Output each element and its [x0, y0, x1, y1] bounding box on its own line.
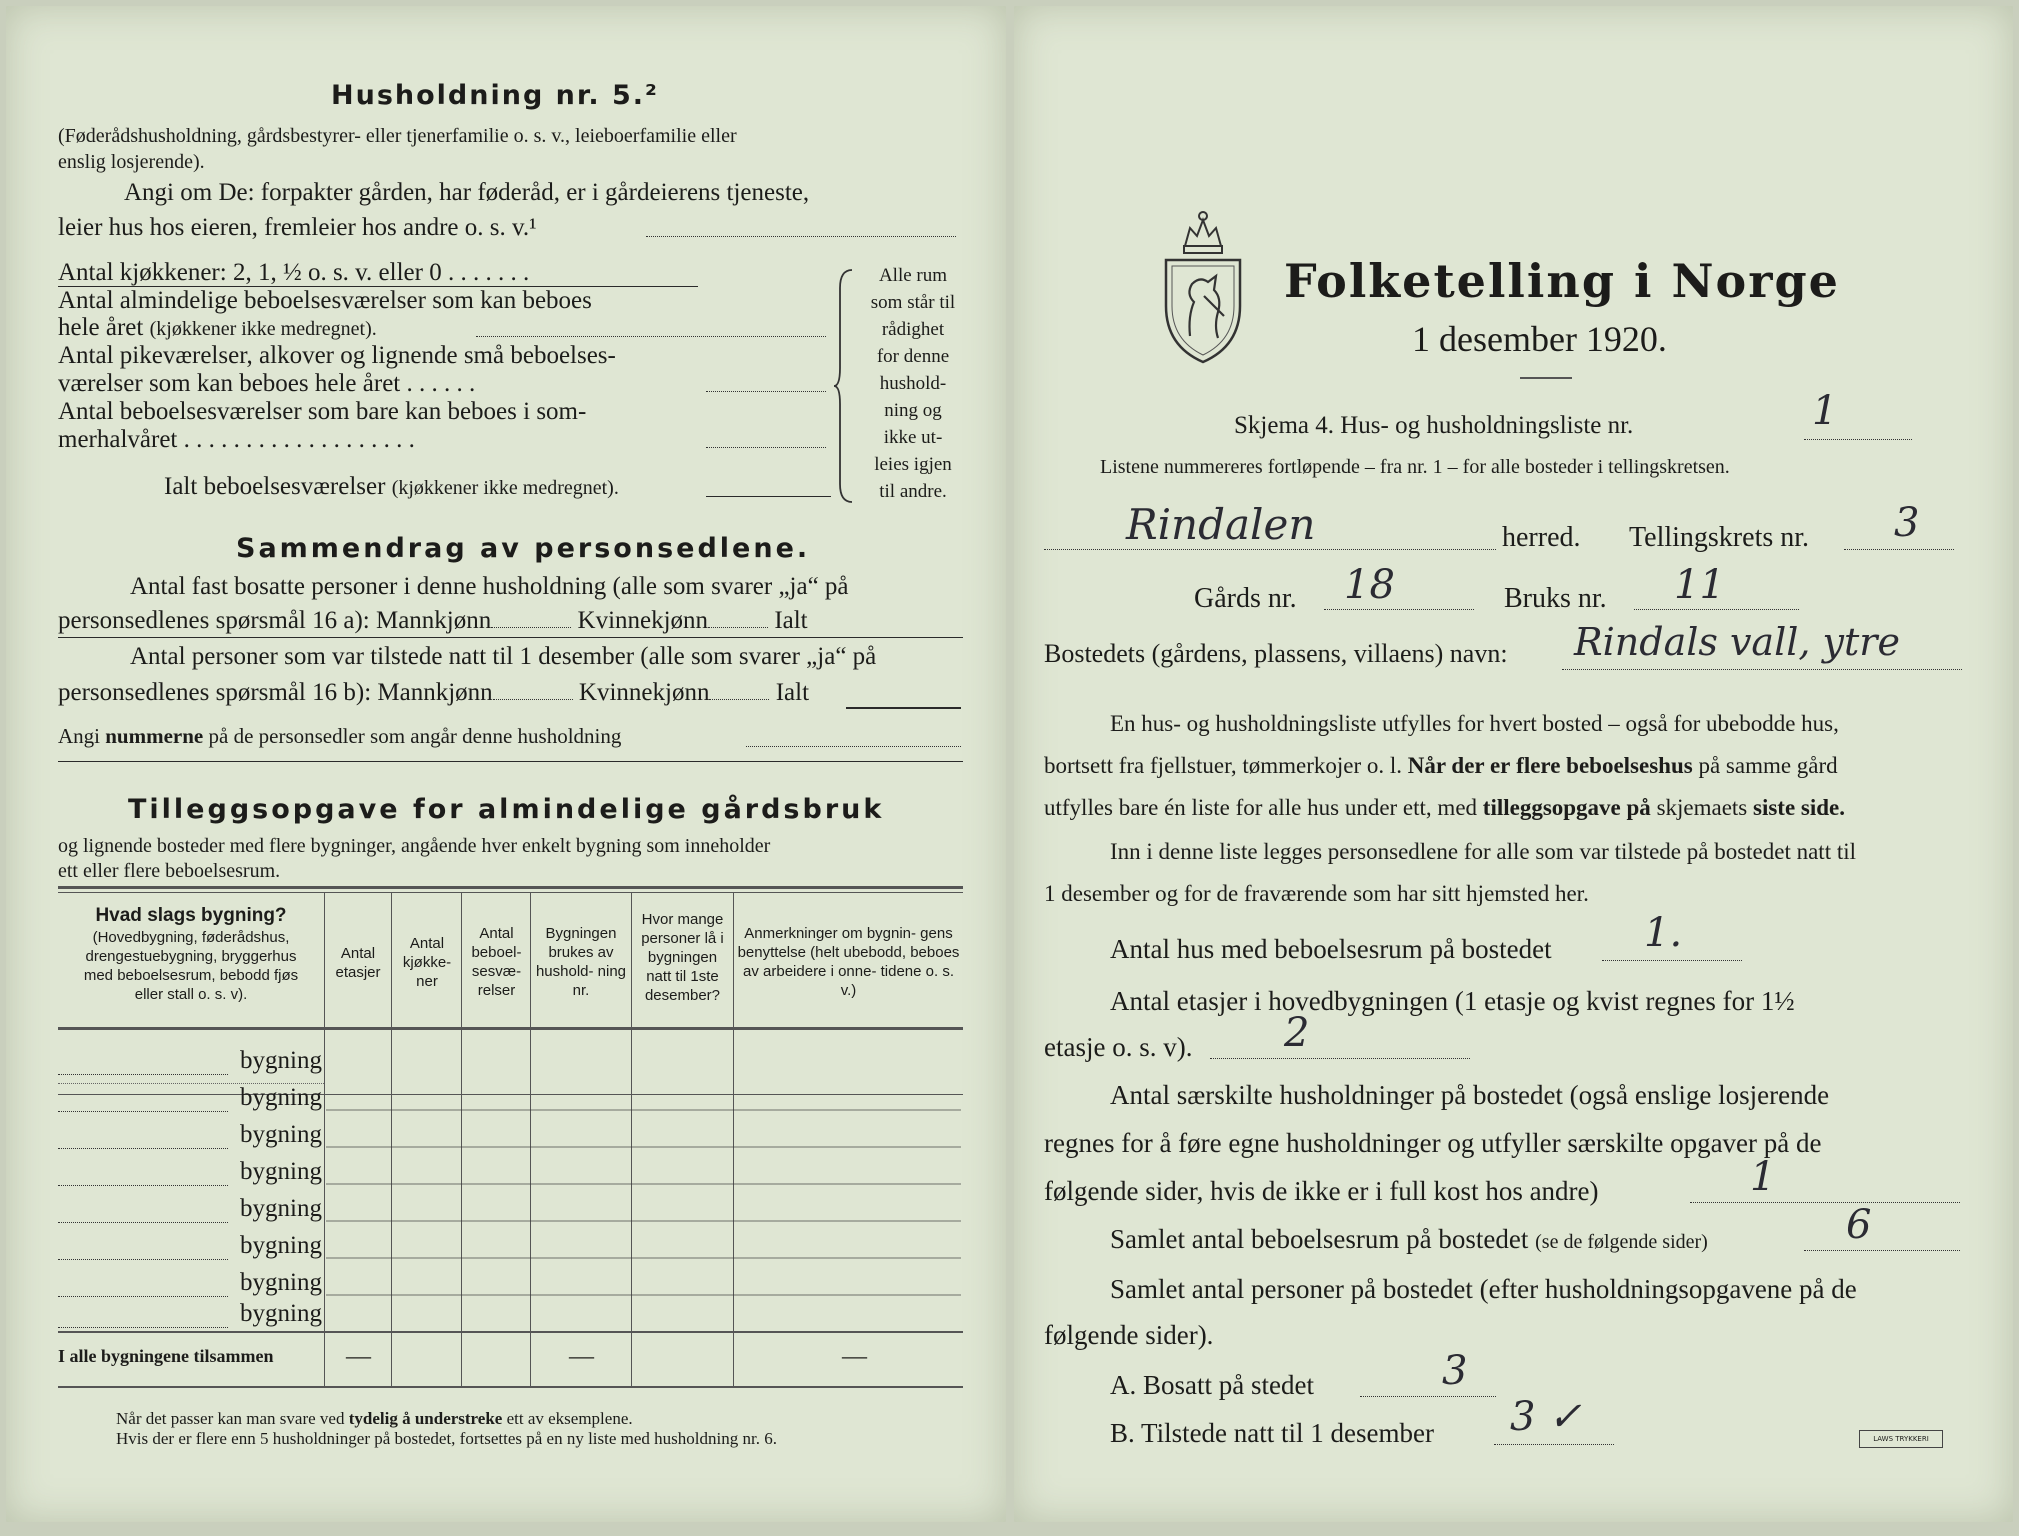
houses-answer-line	[1602, 960, 1742, 961]
question-persons: Samlet antal personer på bostedet (efter husholdningsopgavene på de	[1110, 1274, 1857, 1304]
present-answer-line	[1494, 1444, 1614, 1445]
table-row: bygning	[58, 1120, 324, 1157]
small-rooms-label-2: værelser som kan beboes hele året . . . . . .	[58, 370, 476, 397]
question-households-3: følgende sider, hvis de ikke er i full kost hos andre)	[1044, 1176, 1599, 1206]
household-title: Husholdning nr. 5.²	[331, 80, 659, 111]
herred-value: Rindalen	[1126, 500, 1316, 549]
column-header-building: Hvad slags bygning? (Hovedbygning, føderådshus, drengestuebygning, bryggerhus med beboelsesrum, bebodd fjøs eller stall o. s. v).	[83, 905, 299, 1003]
summer-rooms-answer-line	[706, 447, 826, 448]
bosted-label: Bostedets (gårdens, plassens, villaens) navn:	[1044, 639, 1508, 668]
schema-label: Skjema 4. Hus- og husholdningsliste nr.	[1234, 412, 1634, 439]
angi-answer-line	[646, 236, 956, 237]
table-col-divider	[324, 892, 325, 1386]
gards-answer-line	[1324, 609, 1474, 610]
question-floors-2: etasje o. s. v).	[1044, 1032, 1193, 1062]
footnote-2: Hvis der er flere enn 5 husholdninger på bostedet, fortsettes på en ny liste med husholdning nr. 6.	[116, 1429, 777, 1448]
households-answer-line	[1690, 1202, 1960, 1203]
small-rooms-answer-line	[706, 391, 826, 392]
angi-line-2: leier hus hos eieren, fremleier hos andre o. s. v.¹	[58, 214, 537, 241]
krets-label: Tellingskrets nr.	[1629, 522, 1810, 553]
schema-answer-line	[1804, 439, 1912, 440]
bruks-answer-line	[1634, 609, 1799, 610]
table-row: bygning	[58, 1231, 324, 1268]
table-row: bygning	[58, 1194, 324, 1231]
title-rule	[1520, 377, 1572, 379]
summary-ialt-line	[846, 707, 961, 709]
households-value: 1	[1750, 1154, 1776, 1200]
herred-label: herred.	[1502, 522, 1581, 553]
houses-value: 1.	[1644, 910, 1683, 956]
question-rooms: Samlet antal beboelsesrum på bostedet (se de følgende sider)	[1110, 1224, 1708, 1254]
krets-value: 3	[1894, 500, 1920, 546]
table-row: bygning	[58, 1157, 324, 1194]
table-top-rule-2	[58, 892, 963, 893]
total-row-label: I alle bygningene tilsammen	[58, 1346, 274, 1366]
summary-line-5: Angi nummerne på de personsedler som angår denne husholdning	[58, 724, 622, 748]
left-page	[6, 6, 1006, 1522]
row-guides	[326, 1074, 961, 1324]
bruks-label: Bruks nr.	[1504, 583, 1607, 614]
listene-note: Listene nummereres fortløpende – fra nr. 1 – for alle bosteder i tellingskretsen.	[1100, 456, 1730, 478]
resident-label: A. Bosatt på stedet	[1110, 1370, 1314, 1400]
column-header-household: Bygningen brukes av hushold- ning nr.	[535, 925, 627, 999]
question-persons-2: følgende sider).	[1044, 1320, 1214, 1350]
rooms-label: Antal almindelige beboelsesværelser som kan beboes	[58, 287, 592, 314]
total-rooms-answer-line	[706, 496, 831, 497]
brace-icon	[832, 268, 858, 504]
info-line-1: En hus- og husholdningsliste utfylles for hvert bosted – også for ubebodde hus,	[1110, 711, 1839, 736]
question-households: Antal særskilte husholdninger på bostedet (også enslige losjerende	[1110, 1080, 1830, 1110]
summer-rooms-label-2: merhalvåret . . . . . . . . . . . . . . . . . . .	[58, 426, 415, 453]
column-header-remarks: Anmerkninger om bygnin- gens benyttelse (helt ubebodd, beboes av arbeidere i onne- tidene o. s. v.)	[737, 925, 960, 999]
question-floors: Antal etasjer i hovedbygningen (1 etasje og kvist regnes for 1½	[1110, 986, 1795, 1016]
small-rooms-label: Antal pikeværelser, alkover og lignende små beboelses-	[58, 342, 616, 369]
supplement-line-2: ett eller flere beboelsesrum.	[58, 860, 281, 882]
summary-line-2: personsedlenes spørsmål 16 a): Mannkjønn Kvinnekjønn Ialt	[58, 607, 808, 634]
question-households-2: regnes for å føre egne husholdninger og utfyller særskilte opgaver på de	[1044, 1128, 1822, 1158]
supplement-line-1: og lignende bosteder med flere bygninger, angående hver enkelt bygning som inneholder	[58, 835, 771, 857]
info-line-3: utfylles bare én liste for alle hus under ett, med tilleggsopgave på skjemaets siste side.	[1044, 795, 1846, 820]
table-bottom-rule	[58, 1386, 963, 1388]
column-header-floors: Antal etasjer	[335, 945, 381, 981]
table-header-rule	[58, 1027, 963, 1030]
side-note: Alle rum som står til rådighet for denne hushold- ning og ikke ut- leies igjen til andre.	[870, 265, 956, 502]
angi-line-1: Angi om De: forpakter gården, har føderåd, er i gårdeierens tjeneste,	[124, 179, 810, 206]
supplement-title: Tilleggsopgave for almindelige gårdsbruk	[128, 794, 885, 825]
schema-number: 1	[1812, 388, 1838, 434]
table-row: bygning	[58, 1305, 324, 1342]
gards-label: Gårds nr.	[1194, 583, 1297, 614]
total-dash: —	[346, 1343, 371, 1370]
gards-value: 18	[1344, 562, 1395, 608]
floors-value: 2	[1284, 1010, 1310, 1056]
intro-line: (Føderådshusholdning, gårdsbestyrer- eller tjenerfamilie o. s. v., leieboerfamilie eller	[58, 125, 737, 147]
summary-rule-2	[58, 761, 963, 762]
summary-line-3: Antal personer som var tilstede natt til 1 desember (alle som svarer „ja“ på	[130, 643, 877, 670]
column-header-persons: Hvor mange personer lå i bygningen natt til 1ste desember?	[641, 911, 724, 1004]
summary-line-1: Antal fast bosatte personer i denne husholdning (alle som svarer „ja“ på	[130, 573, 849, 600]
table-row: bygning	[58, 1083, 324, 1120]
resident-value: 3	[1442, 1348, 1468, 1394]
kitchens-label: Antal kjøkkener: 2, 1, ½ o. s. v. eller 0 . . . . . . .	[58, 259, 530, 286]
printer-stamp: LAWS TRYKKERI	[1859, 1430, 1943, 1448]
table-row: bygning	[58, 1268, 324, 1305]
summary-title: Sammendrag av personsedlene.	[236, 533, 811, 564]
column-header-kitchens: Antal kjøkke- ner	[402, 935, 452, 990]
total-dash: —	[569, 1343, 594, 1370]
footnote-1: Når det passer kan man svare ved tydelig å understreke ett av eksemplene.	[116, 1409, 633, 1428]
summary-line-4: personsedlenes spørsmål 16 b): Mannkjønn Kvinnekjønn Ialt	[58, 679, 810, 706]
total-dash: —	[842, 1343, 867, 1370]
coat-of-arms-icon	[1160, 206, 1246, 364]
resident-answer-line	[1360, 1396, 1496, 1397]
present-value: 3 ✓	[1510, 1394, 1582, 1440]
table-row: bygning	[58, 1046, 324, 1084]
rooms-answer-line	[1804, 1250, 1960, 1251]
intro-line-2: enslig losjerende).	[58, 151, 205, 173]
bruks-value: 11	[1674, 562, 1725, 608]
census-date: 1 desember 1920.	[1412, 319, 1667, 359]
column-header-rooms: Antal beboel- sesvæ- relser	[471, 925, 522, 999]
summer-rooms-label: Antal beboelsesværelser som bare kan beboes i som-	[58, 398, 587, 425]
bosted-answer-line	[1562, 669, 1962, 670]
summary-rule-1	[58, 637, 963, 638]
info-line-4: Inn i denne liste legges personsedlene for alle som var tilstede på bostedet natt til	[1110, 839, 1857, 864]
bosted-value: Rindals vall, ytre	[1574, 620, 1900, 664]
info-line-2: bortsett fra fjellstuer, tømmerkojer o. l. Når der er flere beboelseshus på samme gård	[1044, 753, 1838, 778]
rooms-answer-line	[476, 336, 826, 337]
krets-answer-line	[1844, 549, 1954, 550]
table-top-rule	[58, 886, 963, 889]
present-label: B. Tilstede natt til 1 desember	[1110, 1418, 1434, 1448]
herred-answer-line	[1044, 549, 1496, 550]
census-title: Folketelling i Norge	[1284, 254, 1840, 308]
info-line-5: 1 desember og for de fraværende som har sitt hjemsted her.	[1044, 881, 1589, 906]
rooms-label-2: hele året (kjøkkener ikke medregnet).	[58, 314, 377, 341]
question-houses: Antal hus med beboelsesrum på bostedet	[1110, 934, 1552, 964]
summary-numbers-line	[746, 746, 961, 747]
floors-answer-line	[1210, 1058, 1470, 1059]
right-page	[1014, 6, 2013, 1522]
total-rooms-label: Ialt beboelsesværelser (kjøkkener ikke medregnet).	[164, 473, 619, 500]
rooms-value: 6	[1846, 1202, 1872, 1248]
